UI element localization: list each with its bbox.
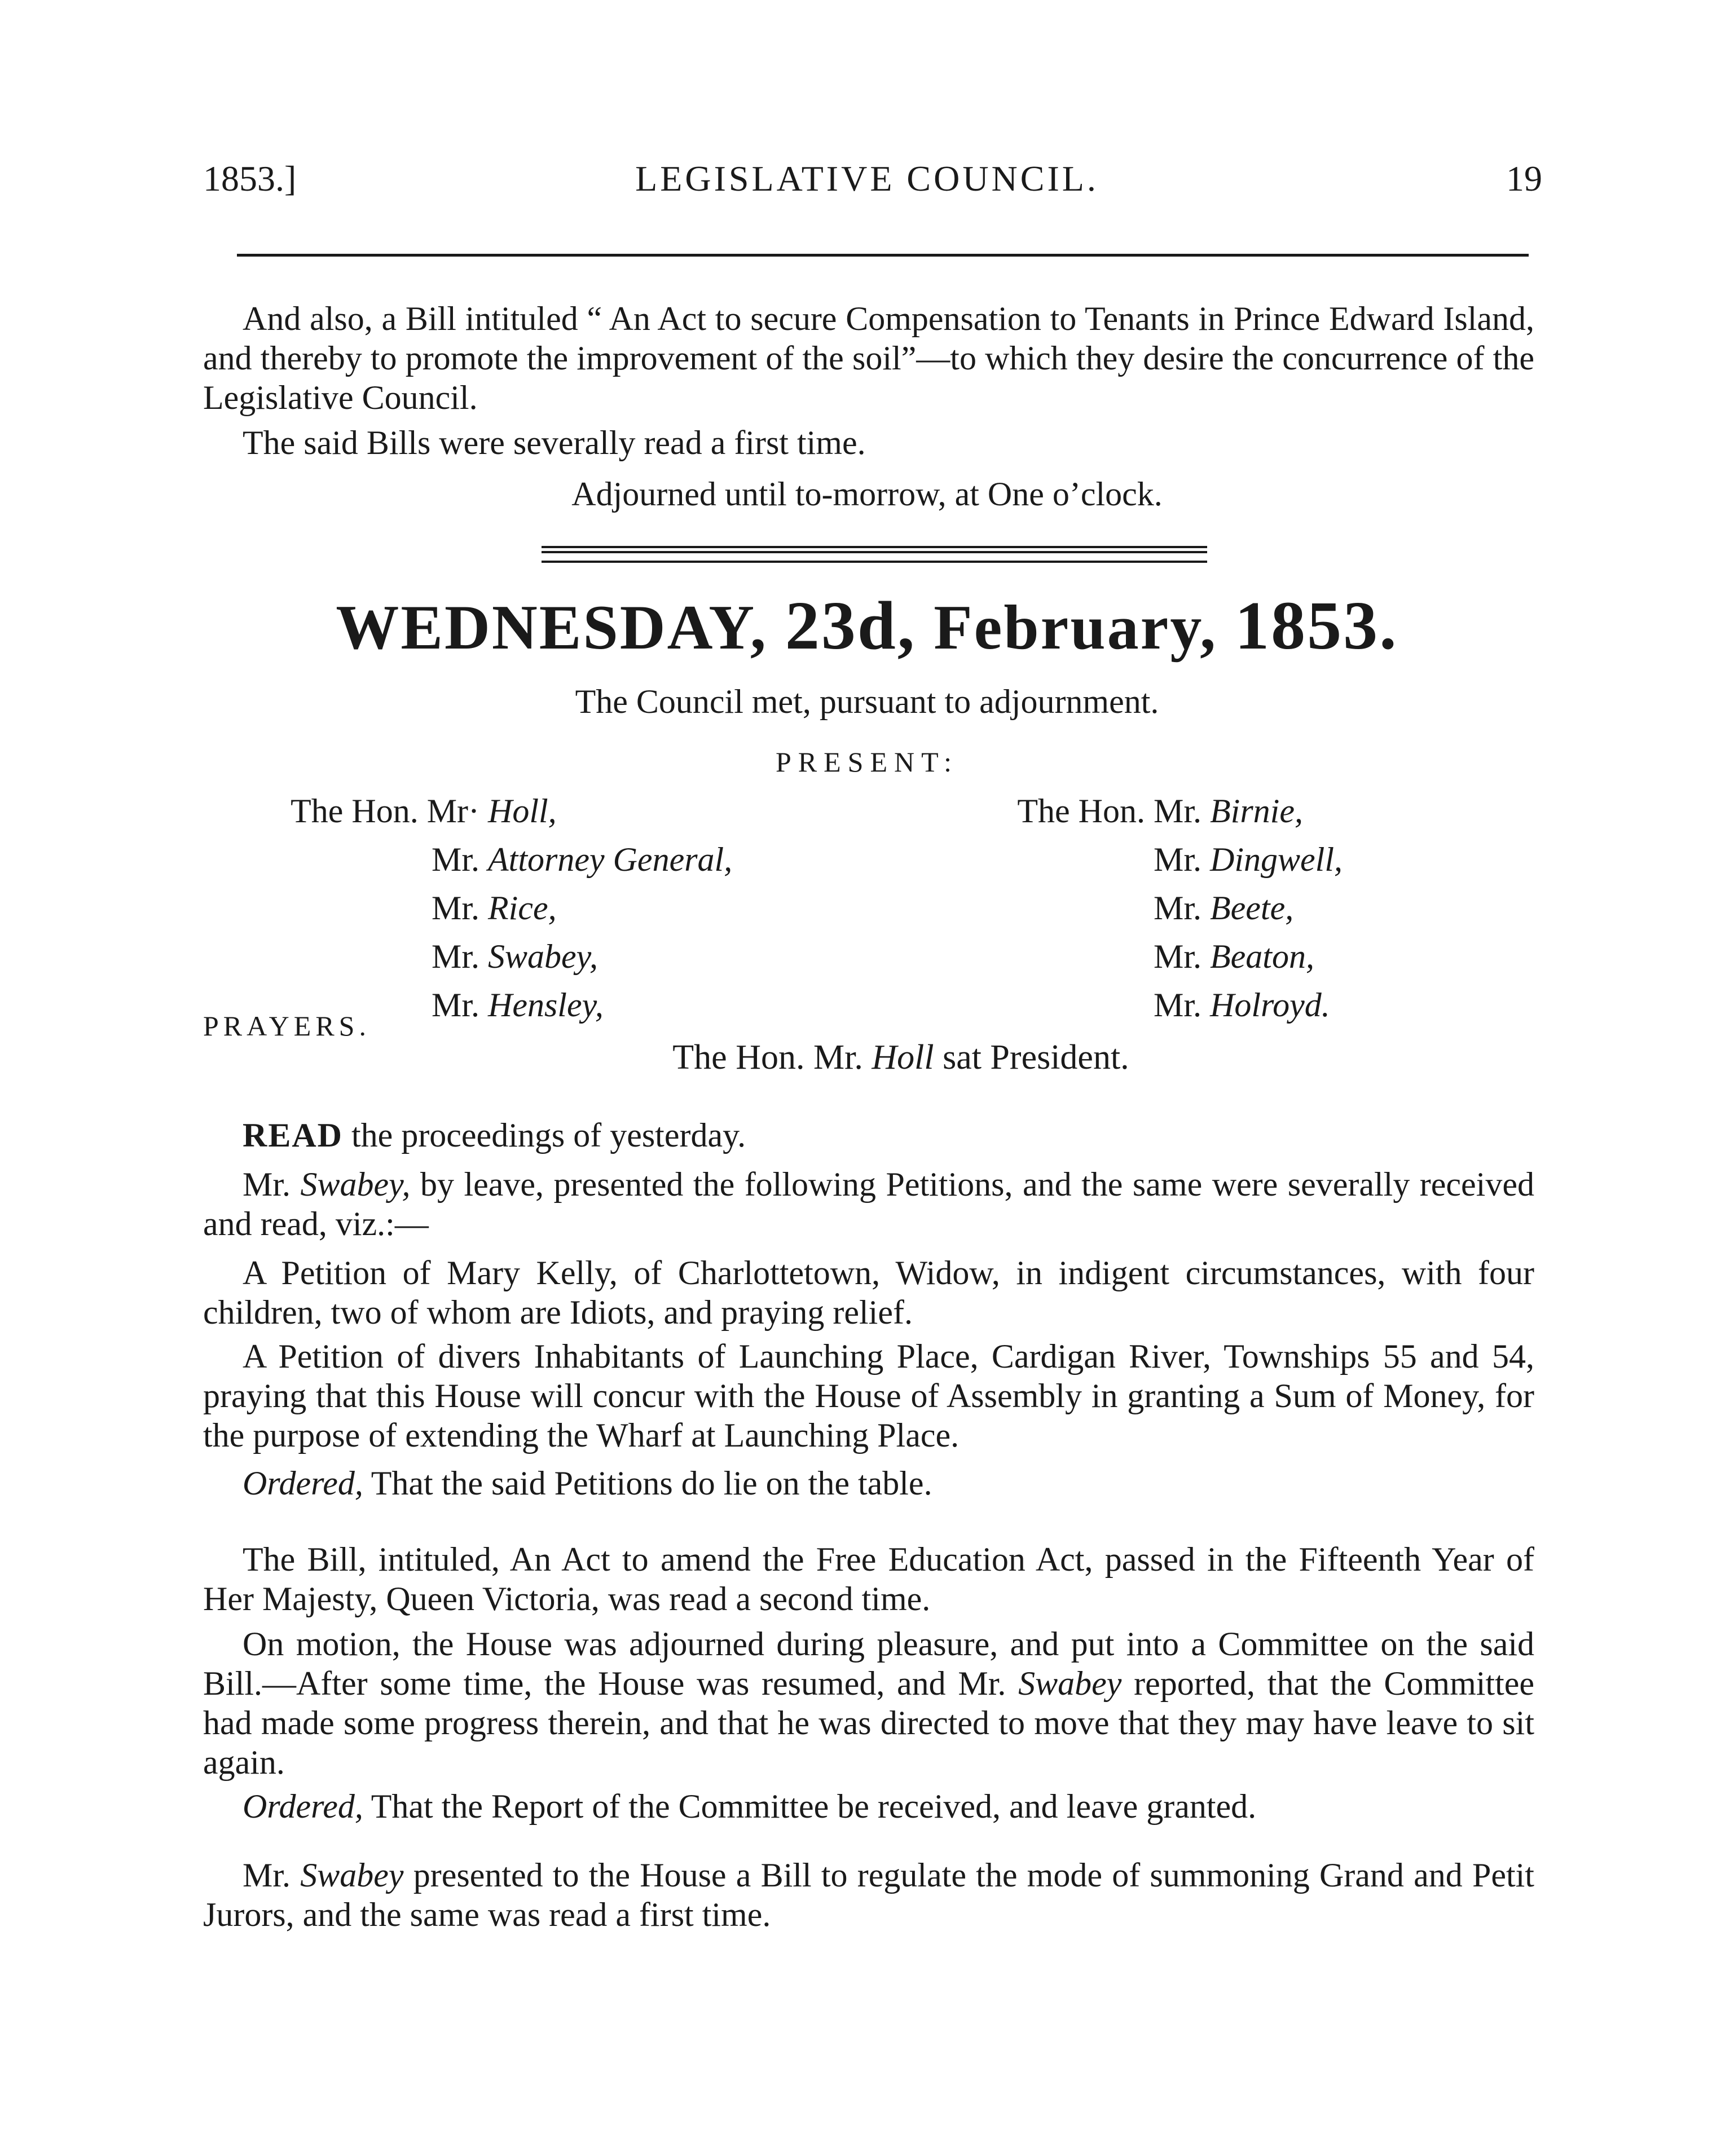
read-proceedings <box>203 1116 1534 1155</box>
first-reading-note: The said Bills were severally read a first time. <box>243 424 866 461</box>
ordered-label: Ordered, <box>243 1465 363 1502</box>
member-ref-swabey: Swabey, <box>300 1166 411 1203</box>
member-entry <box>276 787 732 835</box>
member-prefix: Mr. <box>431 986 479 1024</box>
petitions-intro-text: by leave, presented the following Petitions, and the same were severally received and read, viz.:— <box>203 1166 1534 1242</box>
member-name: Attorney General, <box>488 841 733 878</box>
member-entry <box>953 932 1343 981</box>
member-name: Birnie, <box>1210 792 1303 830</box>
running-header <box>0 158 1734 214</box>
date-year: 1853. <box>1235 588 1398 664</box>
member-name: Hensley, <box>488 986 604 1024</box>
member-entry <box>276 884 732 932</box>
present-label: PRESENT: <box>775 746 959 778</box>
member-name: Beete, <box>1210 889 1294 927</box>
date-month: February, <box>934 593 1218 663</box>
ordered-report <box>203 1787 1534 1826</box>
read-word: READ <box>243 1117 344 1154</box>
header-title: LEGISLATIVE COUNCIL. <box>635 158 1099 199</box>
prayers-label: PRAYERS. <box>203 1010 371 1042</box>
member-ref-swabey: Swabey <box>300 1857 404 1894</box>
members-right-column <box>953 787 1343 1029</box>
member-ref-swabey: Swabey <box>1018 1665 1122 1702</box>
member-entry <box>276 835 732 884</box>
committee-text-start: On motion, the House was adjourned during pleasure, and put into a Committee on the said Bill.—After some time, the House was resumed, and Mr. <box>203 1625 1534 1702</box>
member-prefix: Mr. <box>431 841 479 878</box>
bill-paragraph: And also, a Bill intituled “ An Act to secure Compensation to Tenants in Prince Edward Island, and thereby to promote the improvement of the soil”—to which they desire the concurrence of the Legislative Council. <box>203 300 1534 416</box>
adjournment-note: Adjourned until to-morrow, at One o’clock. <box>571 475 1163 513</box>
date-weekday: WEDNESDAY, <box>336 593 768 663</box>
committee-paragraph <box>203 1624 1534 1782</box>
petitions-intro <box>203 1165 1534 1244</box>
read-rest: the proceedings of yesterday. <box>351 1117 746 1154</box>
ordered-text: That the Report of the Committee be received, and leave granted. <box>363 1788 1257 1825</box>
page-number: 19 <box>1506 158 1542 199</box>
member-prefix: The Hon. Mr. <box>1017 792 1202 830</box>
committee-text-end: reported, that the Committee had made some progress therein, and that he was directed to move that they may have leave to sit again. <box>203 1665 1535 1781</box>
member-prefix: Mr. <box>431 938 479 975</box>
education-bill: The Bill, intituled, An Act to amend the Free Education Act, passed in the Fifteenth Year of Her Majesty, Queen Victoria, was read a second time. <box>203 1541 1534 1617</box>
member-prefix: Mr. <box>1153 938 1202 975</box>
president-prefix: The Hon. Mr. <box>672 1038 863 1077</box>
ordered-petitions <box>203 1463 1534 1503</box>
member-name: Holl, <box>488 792 557 830</box>
council-met-line: The Council met, pursuant to adjournment. <box>575 683 1159 720</box>
ordered-label: Ordered, <box>243 1788 363 1825</box>
member-name: Rice, <box>488 889 557 927</box>
petitions-intro-prefix: Mr. <box>243 1166 301 1203</box>
president-name: Holl <box>872 1038 934 1077</box>
member-prefix: Mr. <box>431 889 479 927</box>
section-divider <box>542 546 1207 563</box>
members-left-column <box>276 787 732 1029</box>
member-name: Holroyd. <box>1210 986 1330 1024</box>
member-name: Beaton, <box>1210 938 1314 975</box>
jurors-bill <box>203 1855 1534 1934</box>
header-rule <box>237 254 1529 257</box>
member-entry <box>953 981 1343 1029</box>
petition-launching-place: A Petition of divers Inhabitants of Launching Place, Cardigan River, Townships 55 and 54, praying that this House will concur with the House of Assembly in granting a Sum of Money, for the purpose of extending the Wharf at Launching Place. <box>203 1338 1534 1454</box>
jurors-text: presented to the House a Bill to regulate the mode of summoning Grand and Petit Jurors, and the same was read a first time. <box>203 1857 1534 1933</box>
ordered-text: That the said Petitions do lie on the table. <box>363 1465 932 1502</box>
president-suffix: sat President. <box>943 1038 1129 1077</box>
header-year: 1853.] <box>203 158 297 199</box>
member-prefix: Mr. <box>1153 986 1202 1024</box>
date-heading <box>0 587 1734 665</box>
president-line <box>0 1038 1734 1078</box>
member-entry <box>953 787 1343 835</box>
member-prefix: The Hon. Mr· <box>291 792 479 830</box>
member-entry <box>276 932 732 981</box>
petition-kelly: A Petition of Mary Kelly, of Charlottetown, Widow, in indigent circumstances, with four children, two of whom are Idiots, and praying relief. <box>203 1254 1534 1331</box>
member-name: Dingwell, <box>1210 841 1343 878</box>
member-name: Swabey, <box>488 938 598 975</box>
jurors-prefix: Mr. <box>243 1857 301 1894</box>
member-entry <box>953 884 1343 932</box>
date-day: 23d, <box>785 588 917 664</box>
member-entry <box>953 835 1343 884</box>
member-prefix: Mr. <box>1153 889 1202 927</box>
member-prefix: Mr. <box>1153 841 1202 878</box>
